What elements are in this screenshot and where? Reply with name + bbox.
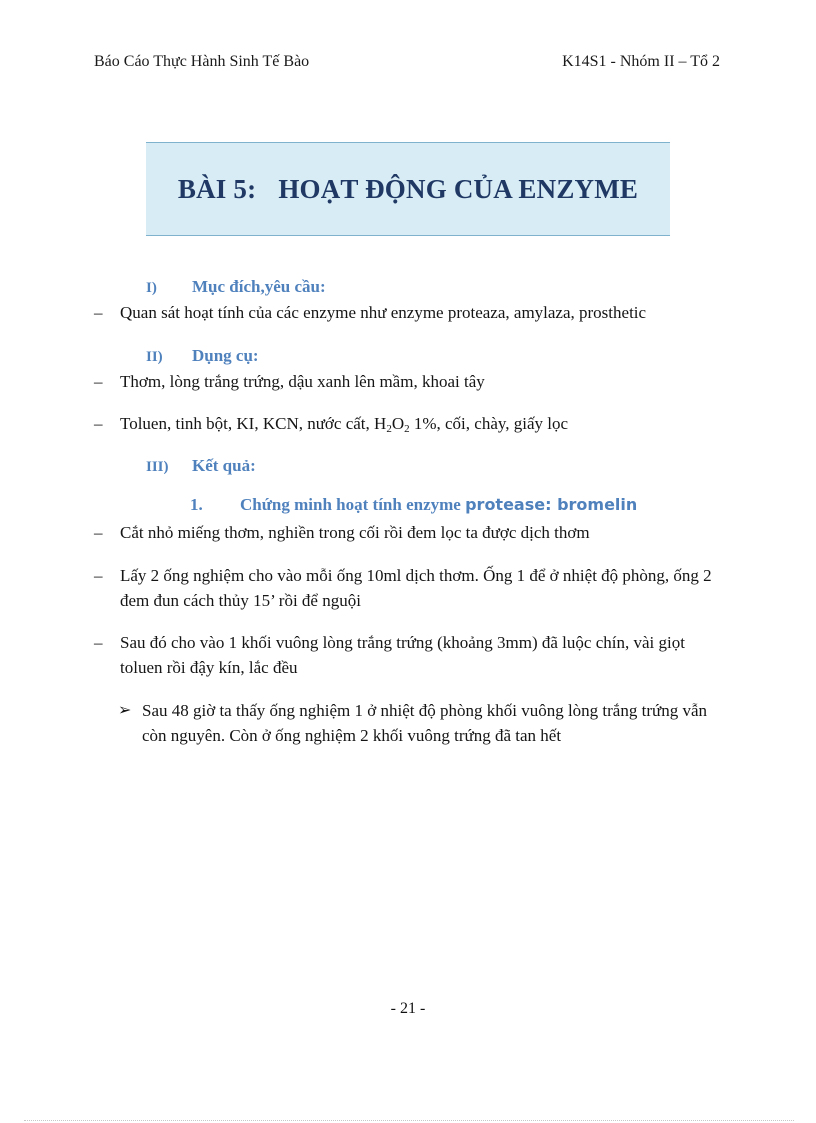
dash-bullet: –	[94, 372, 103, 391]
section-marker: I)	[146, 280, 157, 296]
list-item-text: Quan sát hoạt tính của các enzyme như enzyme proteaza, amylaza, prosthetic	[120, 303, 647, 322]
arrow-bullet-icon: ➢	[118, 702, 132, 719]
section-label: Mục đích,yêu cầu:	[192, 277, 326, 296]
dash-bullet: –	[94, 414, 103, 433]
list-item	[94, 630, 720, 680]
subsection-label-enzyme: protease: bromelin	[465, 495, 638, 514]
page-title	[178, 174, 638, 205]
text-part: Toluen, tinh bột, KI, KCN, nước cất, H	[120, 414, 387, 433]
section-marker: III)	[146, 459, 169, 475]
dash-bullet: –	[94, 566, 103, 585]
lesson-title: HOẠT ĐỘNG CỦA ENZYME	[278, 173, 639, 204]
list-item-text: Cắt nhỏ miếng thơm, nghiền trong cối rồi đem lọc ta được dịch thơm	[120, 523, 590, 542]
conclusion-item	[118, 698, 718, 748]
subsection-label: Chứng minh hoạt tính enzyme	[240, 495, 466, 514]
list-item-text	[120, 411, 734, 436]
lesson-number: BÀI 5:	[177, 173, 257, 204]
list-item-text: Sau đó cho vào 1 khối vuông lòng trắng trứng (khoảng 3mm) đã luộc chín, vài giọt toluen rồi đậy kín, lắc đều	[120, 633, 685, 677]
section-label: Kết quả:	[192, 456, 256, 475]
dash-bullet: –	[94, 633, 103, 652]
dash-bullet: –	[94, 523, 103, 542]
subscript: 2	[404, 423, 410, 435]
section-label: Dụng cụ:	[192, 346, 259, 365]
dash-bullet: –	[94, 303, 103, 322]
text-part: 1%, cối, chày, giấy lọc	[409, 414, 569, 433]
page-number: - 21 -	[390, 1000, 426, 1017]
list-item-text: Thơm, lòng trắng trứng, dậu xanh lên mầm, khoai tây	[120, 372, 485, 391]
subscript: 2	[386, 423, 392, 435]
list-item	[94, 411, 734, 436]
list-item	[94, 563, 720, 613]
header-right-group: K14S1 - Nhóm II – Tổ 2	[562, 53, 720, 70]
list-item	[94, 520, 734, 545]
title-banner	[146, 142, 670, 236]
subsection-heading	[190, 494, 637, 516]
list-item	[94, 300, 734, 325]
section-heading-results	[146, 455, 256, 478]
conclusion-text: Sau 48 giờ ta thấy ống nghiệm 1 ở nhiệt độ phòng khối vuông lòng trắng trứng vẫn còn nguyên. Còn ở ống nghiệm 2 khối vuông trứng đã tan hết	[142, 701, 707, 745]
list-item-text: Lấy 2 ống nghiệm cho vào mỗi ống 10ml dịch thơm. Ống 1 để ở nhiệt độ phòng, ống 2 đem đun cách thủy 15’ rồi để nguội	[120, 566, 712, 610]
list-item	[94, 369, 734, 394]
section-marker: II)	[146, 349, 163, 365]
section-heading-tools	[146, 345, 259, 368]
section-heading-purpose	[146, 276, 326, 299]
page-boundary-divider	[24, 1120, 794, 1121]
subsection-marker: 1.	[190, 495, 203, 514]
text-part: O	[391, 414, 405, 433]
header-left-title: Báo Cáo Thực Hành Sinh Tế Bào	[94, 53, 310, 70]
